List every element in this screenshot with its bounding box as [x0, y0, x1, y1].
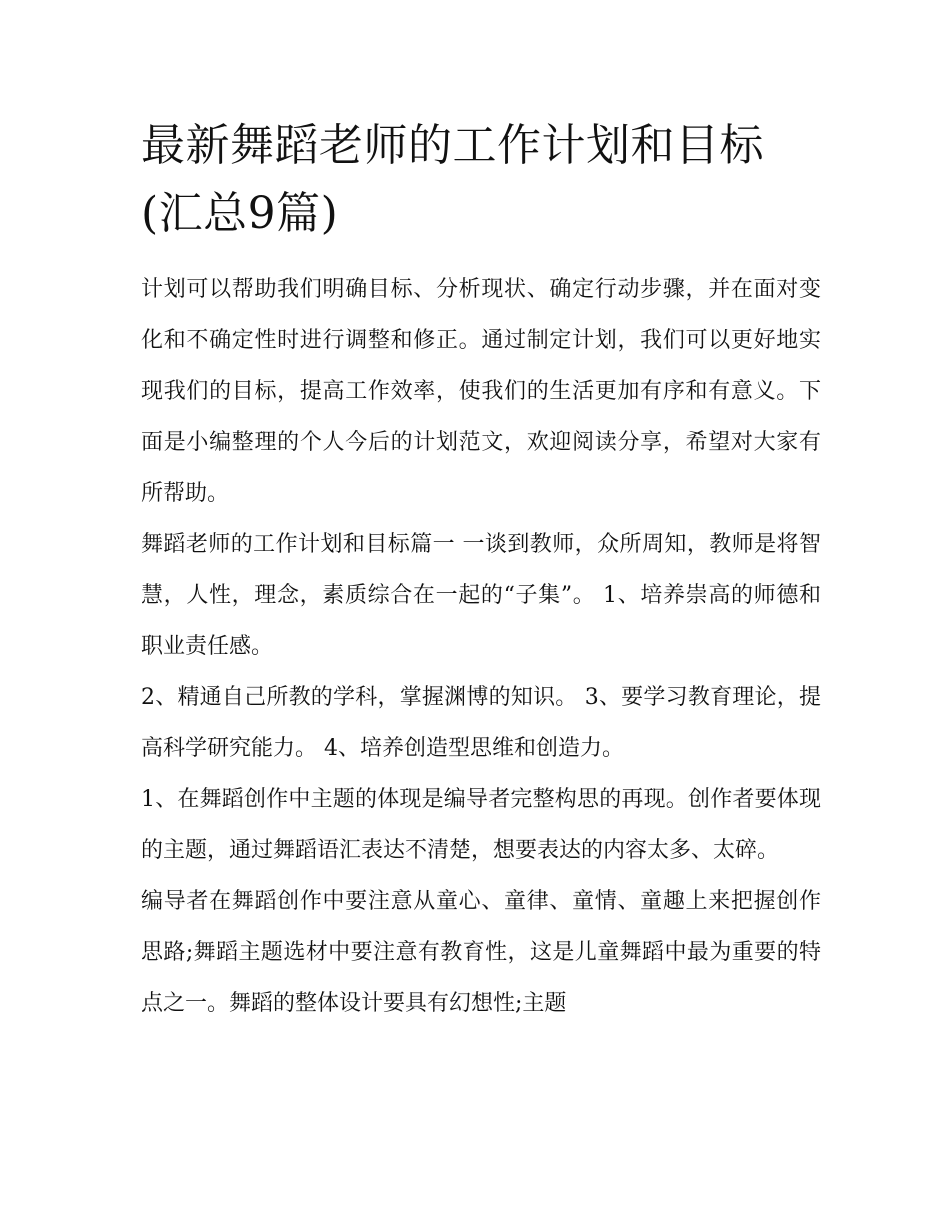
paragraph-choreographer: 编导者在舞蹈创作中要注意从童心、童律、童情、童趣上来把握创作思路;舞蹈主题选材中要注意有教育性，这是儿童舞蹈中最为重要的特点之一。舞蹈的整体设计要具有幻想性;主题 — [141, 889, 821, 1016]
paragraph-section-one: 舞蹈老师的工作计划和目标篇一 一谈到教师，众所周知，教师是将智慧，人性，理念，素质综合在一起的“子集”。 1、培养崇高的师德和职业责任感。 — [141, 532, 821, 659]
document-body — [141, 112, 821, 1029]
paragraph-theme: 1、在舞蹈创作中主题的体现是编导者完整构思的再现。创作者要体现的主题，通过舞蹈语汇表达不清楚，想要表达的内容太多、太碎。 — [141, 787, 821, 863]
document-title: 最新舞蹈老师的工作计划和目标(汇总9篇) — [141, 120, 764, 239]
paragraph-intro: 计划可以帮助我们明确目标、分析现状、确定行动步骤，并在面对变化和不确定性时进行调整和修正。通过制定计划，我们可以更好地实现我们的目标，提高工作效率，使我们的生活更加有序和有意义。下面是小编整理的个人今后的计划范文，欢迎阅读分享，希望对大家有所帮助。 — [141, 277, 821, 506]
paragraph-points: 2、精通自己所教的学科，掌握渊博的知识。 3、要学习教育理论，提高科学研究能力。 4、培养创造型思维和创造力。 — [141, 685, 821, 761]
